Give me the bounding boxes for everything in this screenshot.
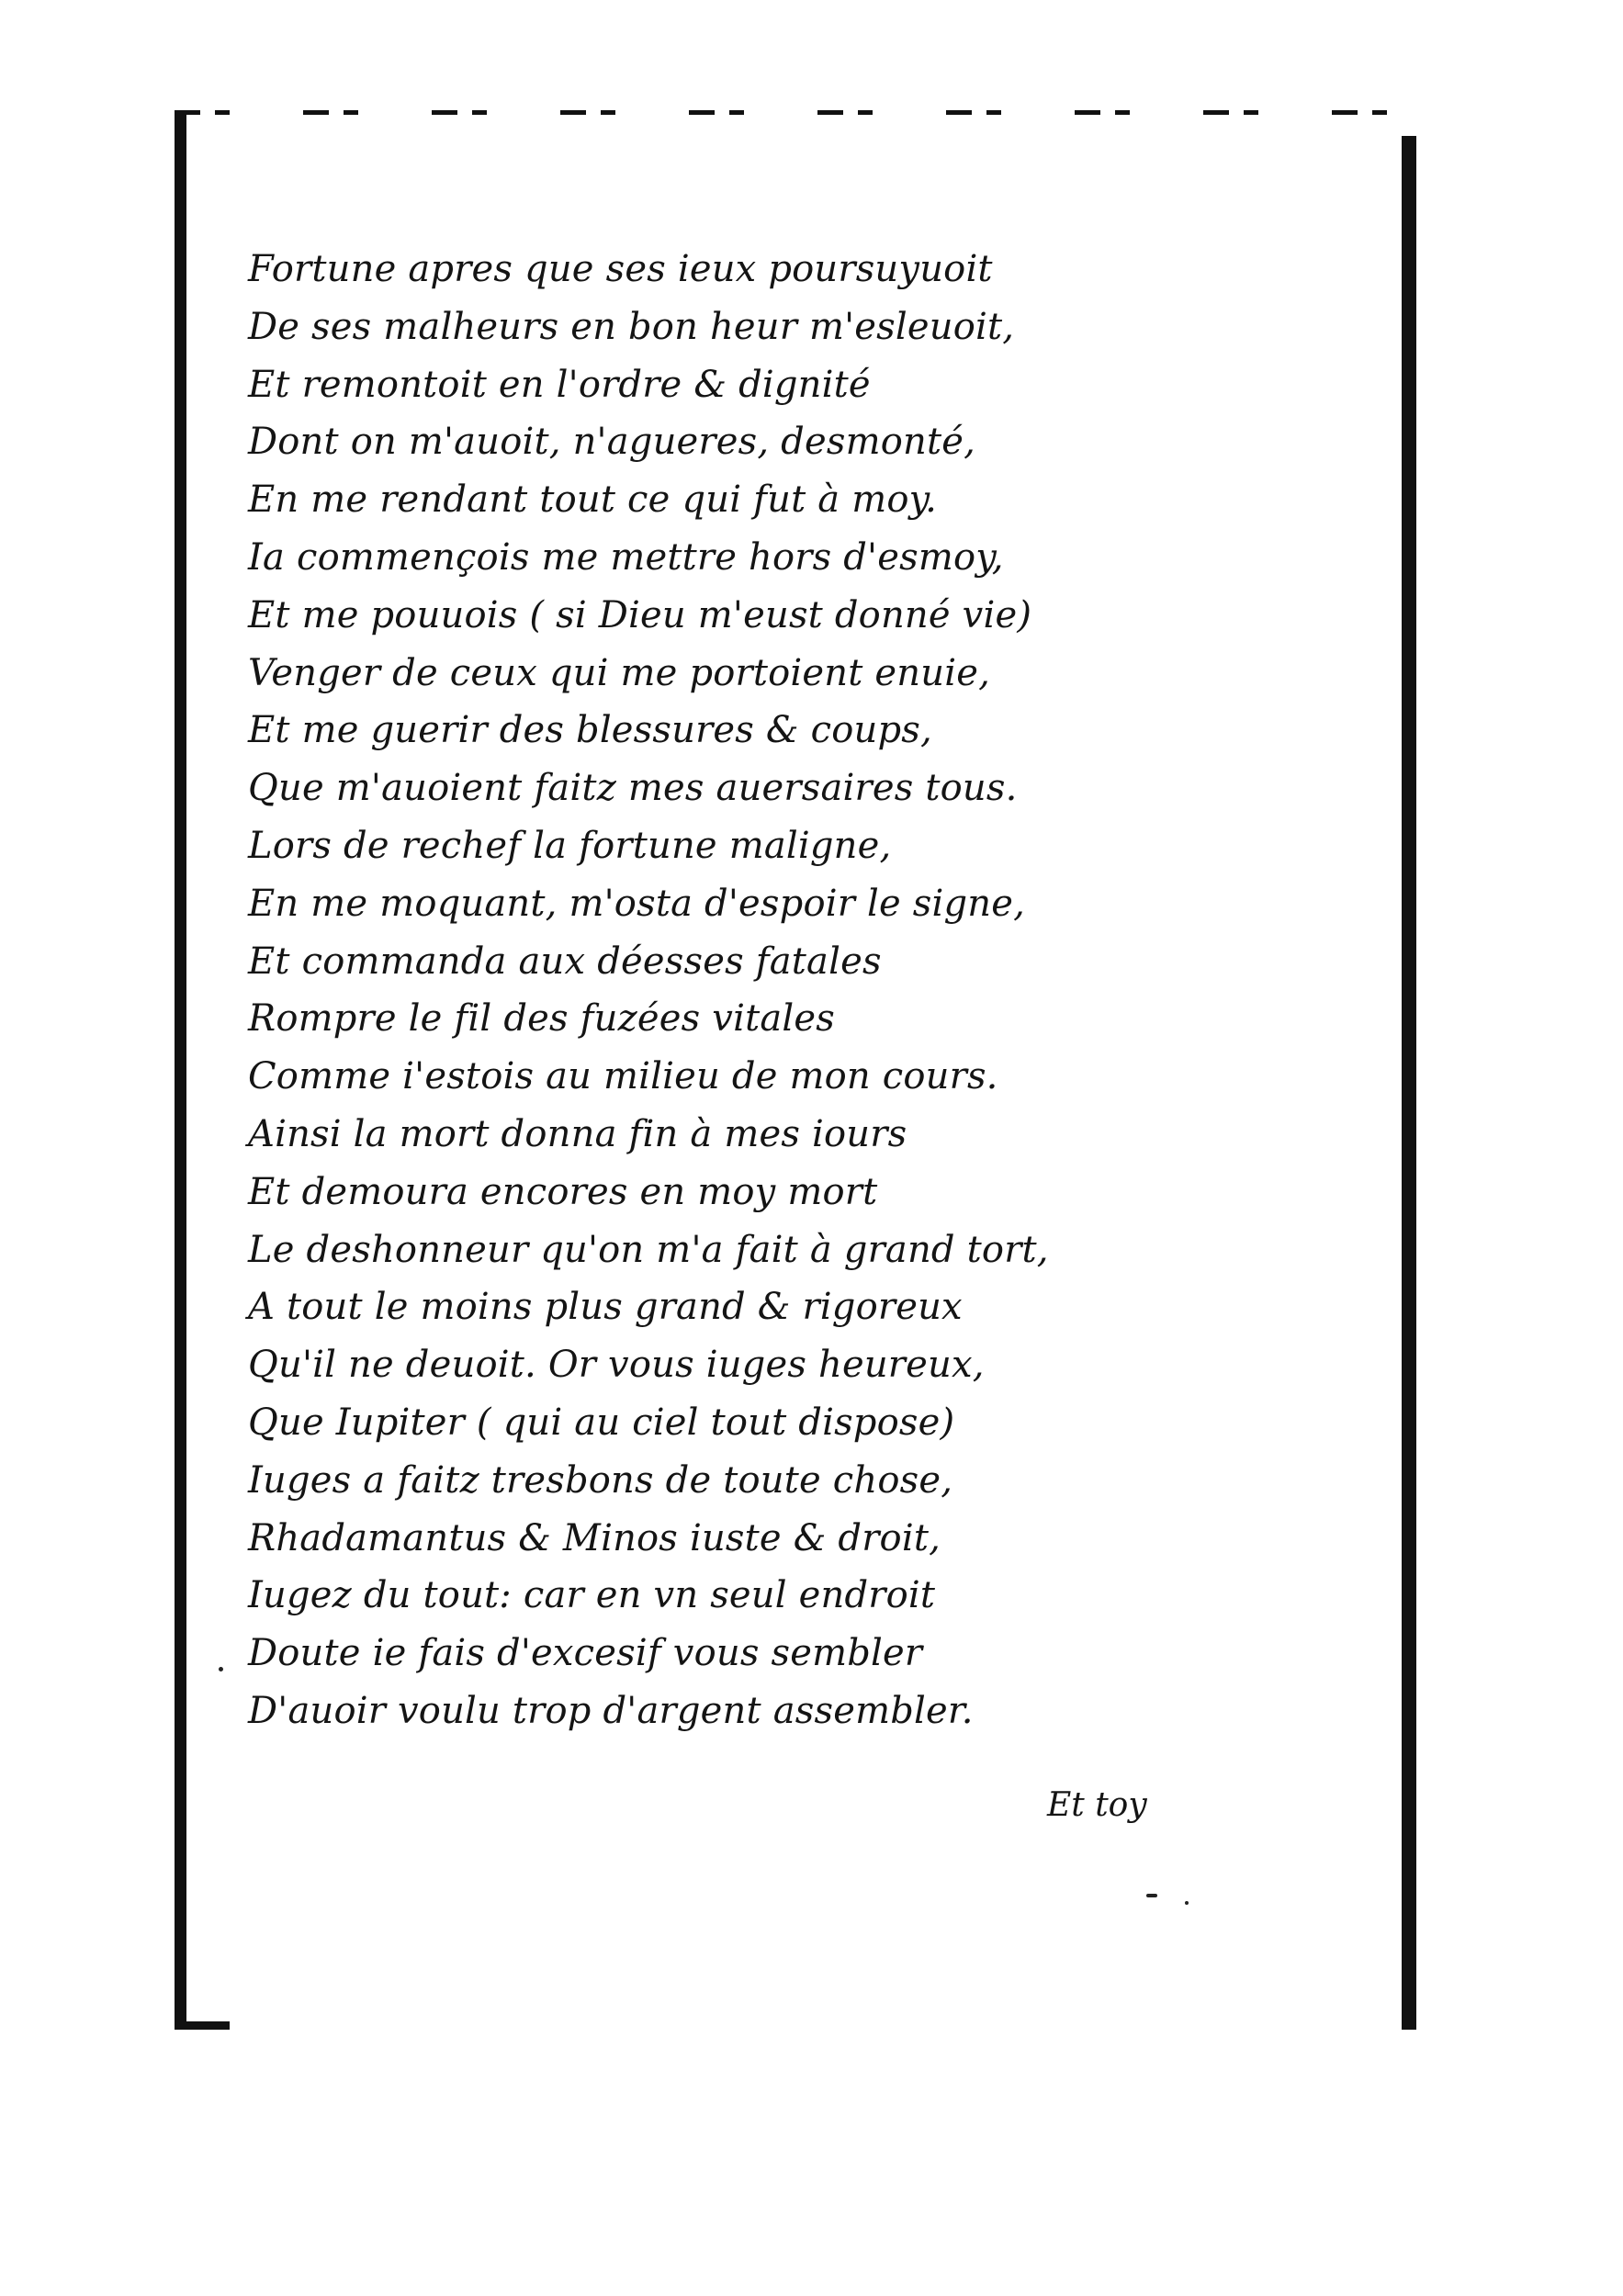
ink-speck: [1146, 1894, 1157, 1897]
verse-line: Fortune apres que ses ieux poursuyuoit: [248, 248, 993, 290]
verse-line: Ainsi la mort donna fin à mes iours: [248, 1112, 907, 1155]
verse-line: Dont on m'auoit, n'agueres, desmonté,: [248, 421, 976, 464]
verse-block: [248, 241, 1258, 1740]
verse-line: Iuges a faitz tresbons de toute chose,: [248, 1458, 953, 1502]
verse-line: Et commanda aux déesses fatales: [248, 940, 882, 983]
verse-line: De ses malheurs en bon heur m'esleuoit,: [248, 305, 1015, 348]
verse-line: Iugez du tout: car en vn seul endroit: [248, 1574, 936, 1617]
ink-speck: [219, 1667, 223, 1671]
verse-line: Qu'il ne deuoit. Or vous iuges heureux,: [248, 1344, 985, 1387]
page-bottom-edge: [175, 2021, 230, 2030]
verse-line: Venger de ceux qui me portoient enuie,: [248, 651, 991, 694]
verse-line: Et me pouuois ( si Dieu m'eust donné vie): [248, 593, 1032, 636]
verse-line: Que m'auoient faitz mes auersaires tous.: [248, 767, 1018, 810]
verse-line: Et remontoit en l'ordre & dignité: [248, 363, 871, 406]
verse-line: Ia commençois me mettre hors d'esmoy,: [248, 535, 1004, 579]
verse-line: Doute ie fais d'excesif vous sembler: [248, 1632, 923, 1675]
page-right-edge: [1402, 136, 1416, 2030]
page-left-edge: [175, 110, 186, 2030]
verse-line: Et demoura encores en moy mort: [248, 1170, 878, 1213]
verse-line: A tout le moins plus grand & rigoreux: [248, 1286, 963, 1329]
verse-line: En me moquant, m'osta d'espoir le signe,: [248, 882, 1026, 925]
catchword: Et toy: [1047, 1786, 1147, 1824]
verse-line: Comme i'estois au milieu de mon cours.: [248, 1055, 998, 1098]
page-top-edge: [175, 110, 1416, 115]
verse-line: Rhadamantus & Minos iuste & droit,: [248, 1516, 941, 1559]
verse-line: Lors de rechef la fortune maligne,: [248, 824, 892, 867]
ink-speck: [1185, 1901, 1189, 1905]
verse-line: Et me guerir des blessures & coups,: [248, 709, 932, 752]
verse-line: Rompre le fil des fuzées vitales: [248, 997, 835, 1041]
verse-line: Le deshonneur qu'on m'a fait à grand tort,: [248, 1228, 1049, 1271]
verse-line: En me rendant tout ce qui fut à moy.: [248, 478, 938, 522]
verse-line: Que Iupiter ( qui au ciel tout dispose): [248, 1401, 955, 1444]
verse-line: D'auoir voulu trop d'argent assembler.: [248, 1689, 974, 1732]
